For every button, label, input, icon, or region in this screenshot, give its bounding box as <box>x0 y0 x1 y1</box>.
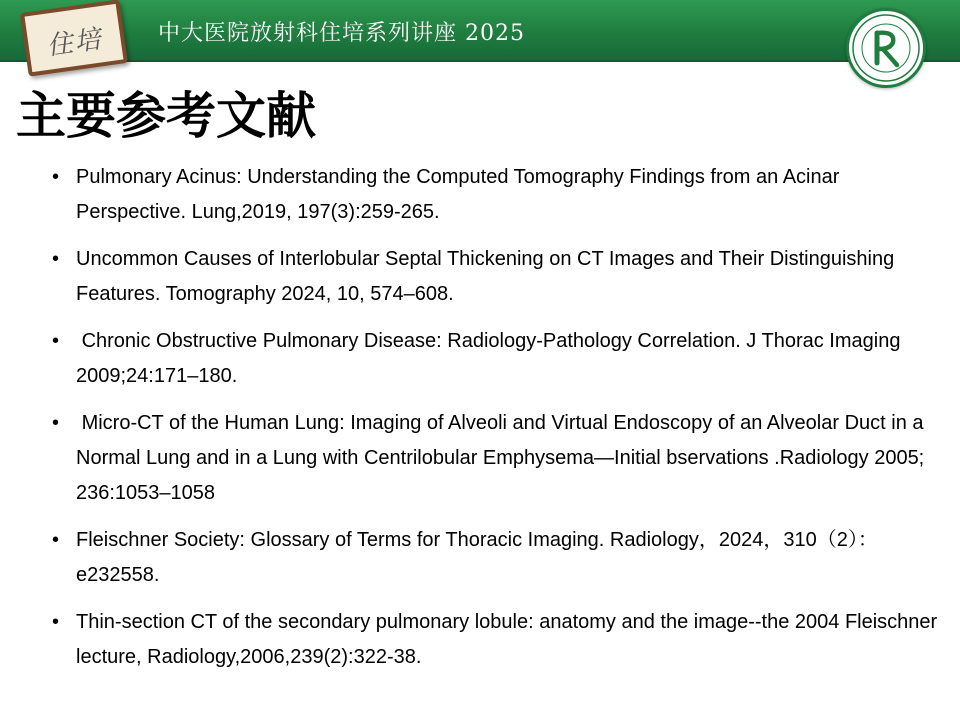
bullet: • <box>52 330 60 352</box>
bullet: • <box>52 248 60 270</box>
bullet: • <box>52 166 60 188</box>
reference-item <box>48 406 938 511</box>
reference-text: Chronic Obstructive Pulmonary Disease: Radiology-Pathology Correlation. J Thorac Imaging 2009;24:171–180. <box>76 330 907 387</box>
training-badge <box>20 0 128 77</box>
bullet: • <box>52 412 60 434</box>
lecture-series-title: 中大医院放射科住培系列讲座 2025 <box>158 21 525 46</box>
reference-text: Pulmonary Acinus: Understanding the Computed Tomography Findings from an Acinar Perspective. Lung,2019, 197(3):259-265. <box>76 166 840 223</box>
reference-item <box>48 242 938 312</box>
bullet: • <box>52 611 60 633</box>
page-title: 主要参考文献 <box>16 87 316 145</box>
reference-text: Fleischner Society: Glossary of Terms for Thoracic Imaging. Radiology，2024，310（2）：e232558. <box>76 529 878 586</box>
hospital-logo-icon <box>849 11 923 85</box>
reference-item <box>48 605 938 675</box>
reference-text: Uncommon Causes of Interlobular Septal Thickening on CT Images and Their Distinguishing Features. Tomography 2024, 10, 574–608. <box>76 248 895 305</box>
header-banner <box>0 0 960 62</box>
hospital-logo <box>846 8 926 88</box>
badge-text: 住培 <box>44 24 105 62</box>
reference-item <box>48 523 938 593</box>
reference-list <box>48 160 938 687</box>
reference-text: Thin-section CT of the secondary pulmonary lobule: anatomy and the image--the 2004 Fleischner lecture, Radiology,2006,239(2):322-38. <box>76 611 938 668</box>
reference-item <box>48 160 938 230</box>
reference-item <box>48 324 938 394</box>
bullet: • <box>52 529 60 551</box>
reference-text: Micro-CT of the Human Lung: Imaging of Alveoli and Virtual Endoscopy of an Alveolar Duct in a Normal Lung and in a Lung with Centrilobular Emphysema—Initial bservations .Radiology 2005; 236:1053–1058 <box>76 412 930 504</box>
